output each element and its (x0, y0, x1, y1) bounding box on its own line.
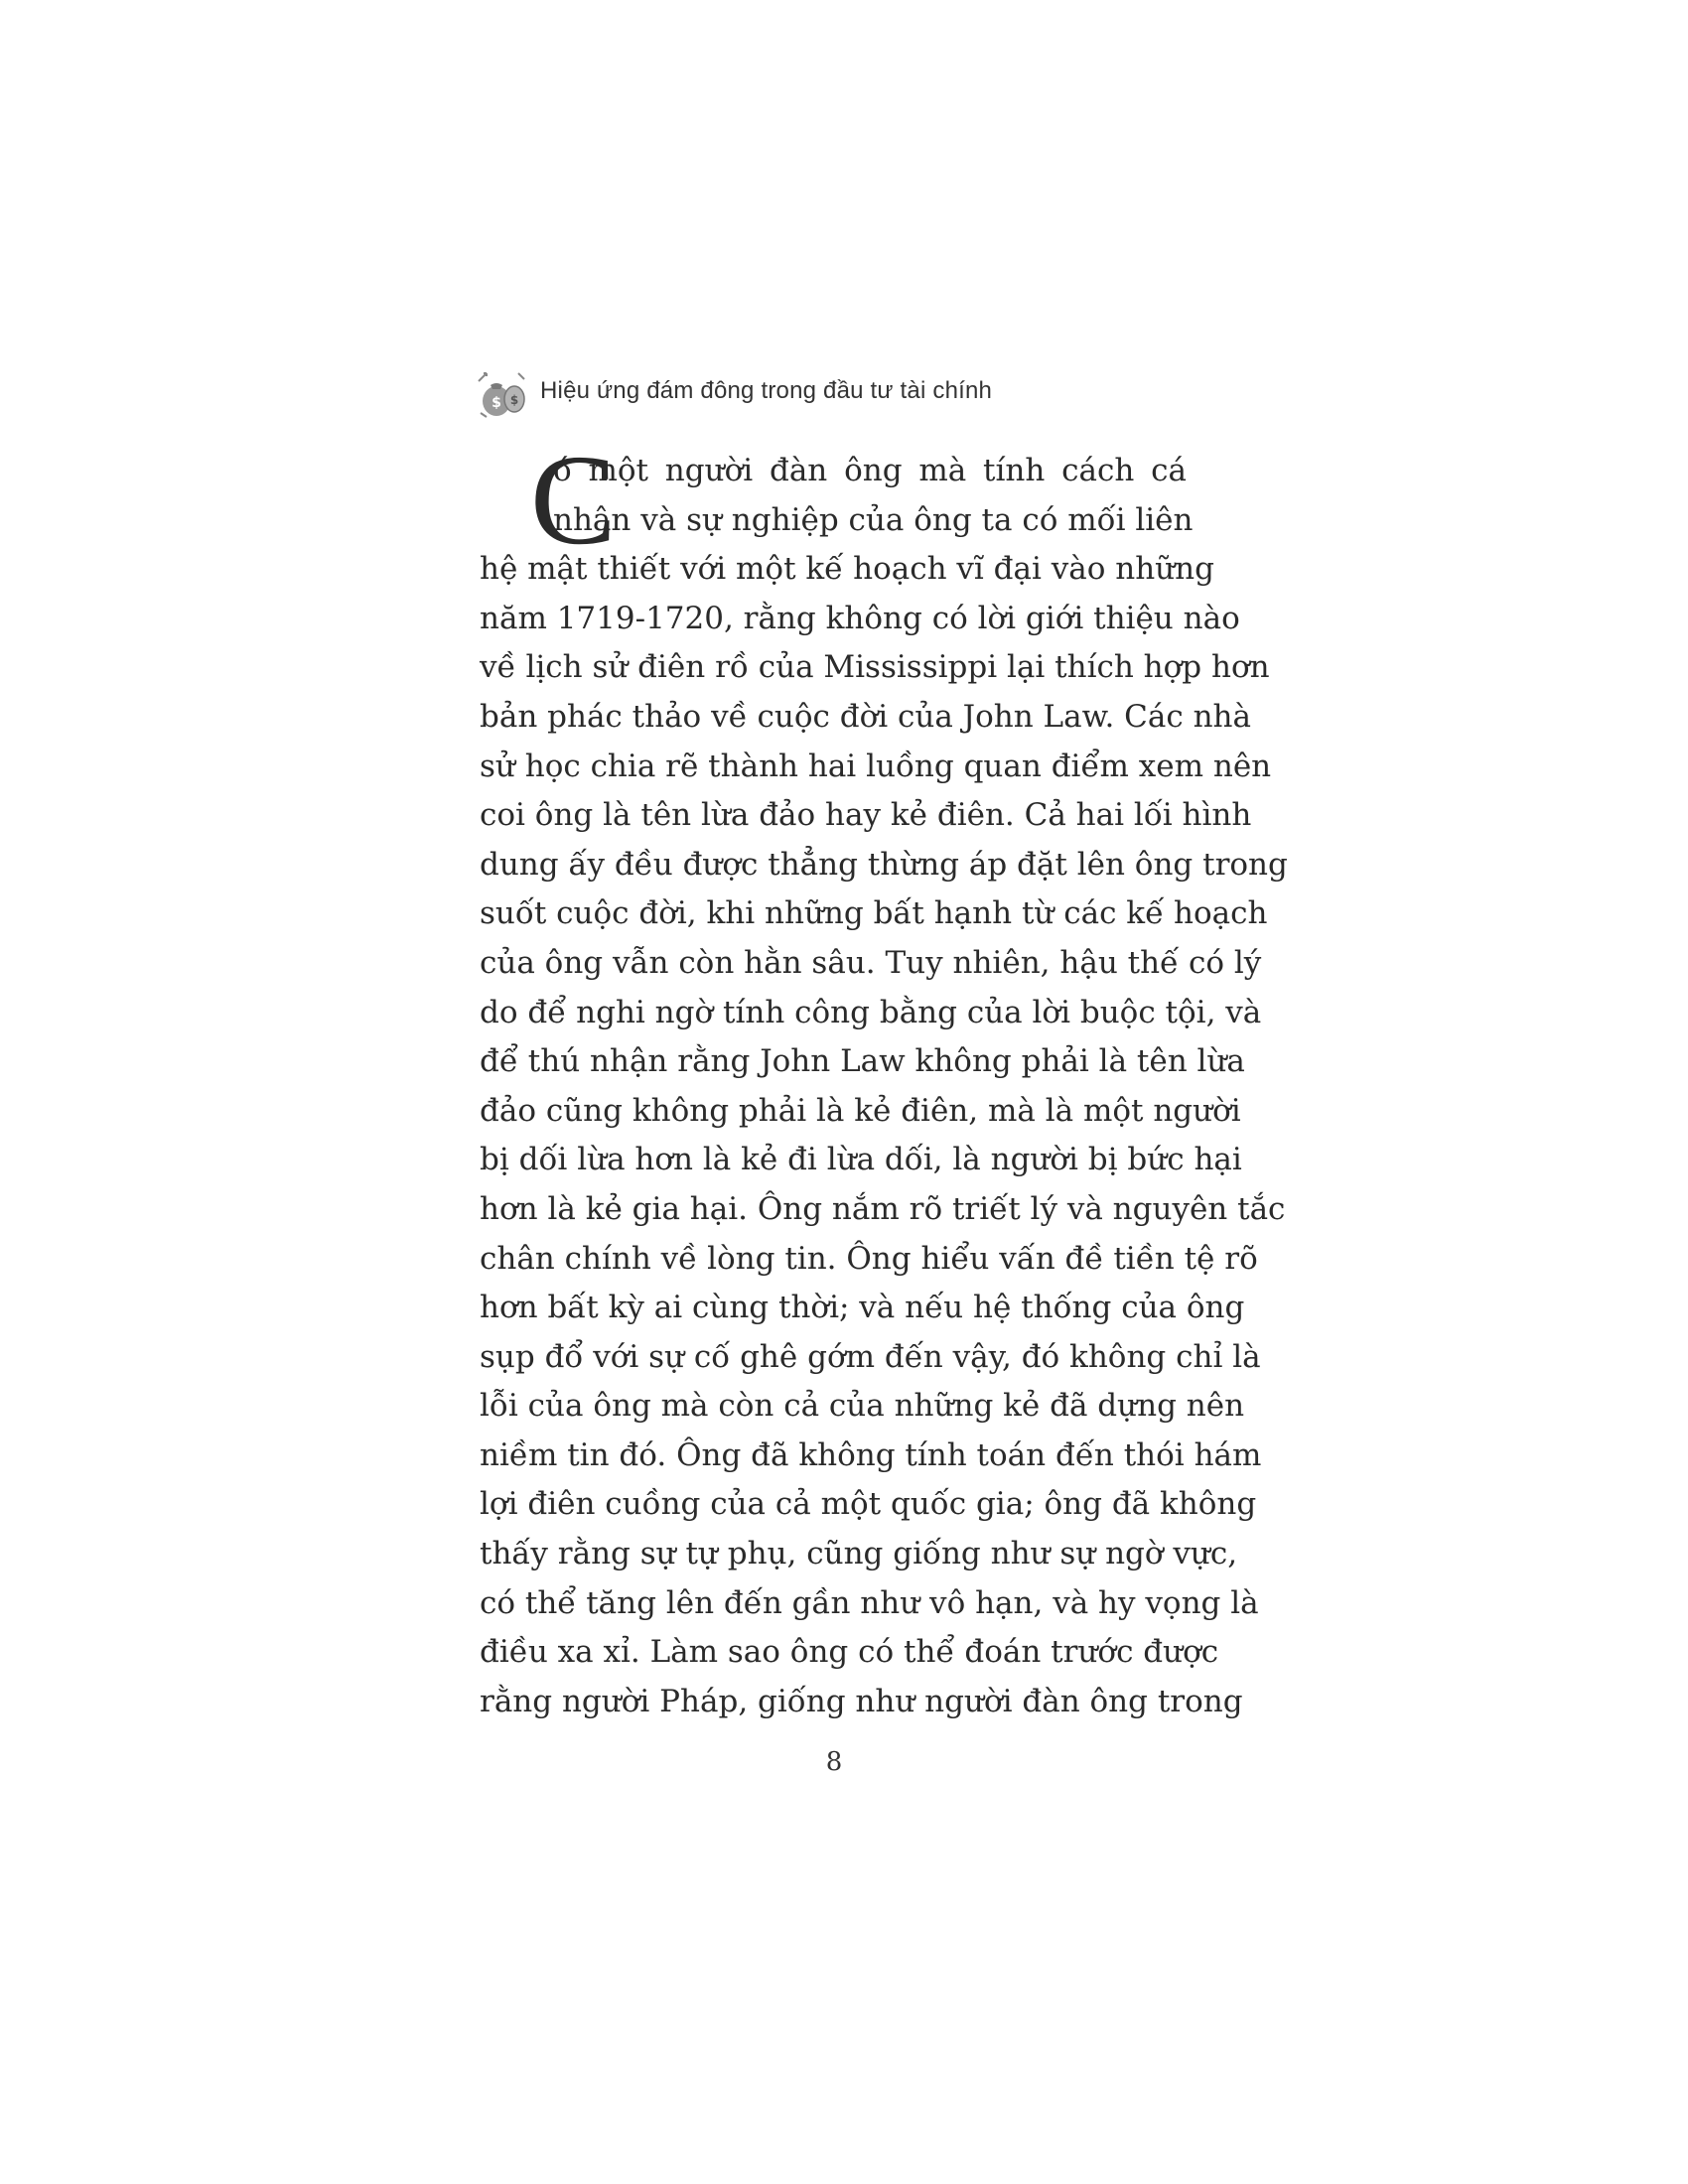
text-line: coi ông là tên lừa đảo hay kẻ điên. Cả hai lối hình (480, 797, 1252, 834)
body-text (480, 429, 1288, 1726)
text-line: có thể tăng lên đến gần như vô hạn, và hy vọng là (480, 1584, 1259, 1621)
text-line: thấy rằng sự tự phụ, cũng giống như sự ngờ vực, (480, 1536, 1238, 1572)
text-line: hơn là kẻ gia hại. Ông nắm rõ triết lý và nguyên tắc (480, 1190, 1286, 1227)
text-line: chân chính về lòng tin. Ông hiểu vấn đề tiền tệ rõ (480, 1240, 1258, 1277)
svg-text:$: $ (492, 395, 501, 411)
text-line: sử học chia rẽ thành hai luồng quan điểm xem nên (480, 748, 1272, 784)
text-line: suốt cuộc đời, khi những bất hạnh từ các kế hoạch (480, 895, 1268, 932)
svg-text:$: $ (509, 393, 519, 407)
text-line: do để nghi ngờ tính công bằng của lời buộc tội, và (480, 994, 1262, 1030)
text-line: bản phác thảo về cuộc đời của John Law. Các nhà (480, 698, 1251, 735)
text-line: sụp đổ với sự cố ghê gớm đến vậy, đó không chỉ là (480, 1338, 1261, 1375)
text-line: lỗi của ông mà còn cả của những kẻ đã dựng nên (480, 1388, 1245, 1425)
running-header-title: Hiệu ứng đám đông trong đầu tư tài chính (540, 377, 993, 404)
text-line: niềm tin đó. Ông đã không tính toán đến thói hám (480, 1436, 1262, 1473)
page-number: 8 (825, 1747, 843, 1777)
text-line: năm 1719-1720, rằng không có lời giới thiệu nào (480, 600, 1240, 636)
text-line: nhân và sự nghiệp của ông ta có mối liên (553, 501, 1194, 538)
text-line: dung ấy đều được thẳng thừng áp đặt lên ông trong (480, 846, 1288, 883)
text-line: hệ mật thiết với một kế hoạch vĩ đại vào những (480, 551, 1214, 588)
text-line: hơn bất kỳ ai cùng thời; và nếu hệ thống của ông (480, 1290, 1245, 1326)
text-line: ó một người đàn ông mà tính cách cá (553, 453, 1187, 488)
text-line: về lịch sử điên rồ của Mississippi lại thích hợp hơn (480, 649, 1270, 686)
money-bag-coins-icon (475, 361, 530, 421)
drop-cap: C (530, 429, 617, 572)
text-line: đảo cũng không phải là kẻ điên, mà là một người (480, 1092, 1241, 1129)
text-line: để thú nhận rằng John Law không phải là tên lừa (480, 1043, 1245, 1080)
text-line: điều xa xỉ. Làm sao ông có thể đoán trước được (480, 1634, 1219, 1671)
text-line: rằng người Pháp, giống như người đàn ông trong (480, 1683, 1243, 1719)
text-line: bị dối lừa hơn là kẻ đi lừa dối, là người bị bức hại (480, 1142, 1242, 1178)
text-line: lợi điên cuồng của cả một quốc gia; ông đã không (480, 1486, 1257, 1523)
running-header (475, 361, 992, 421)
text-line: của ông vẫn còn hằn sâu. Tuy nhiên, hậu thế có lý (480, 944, 1262, 981)
